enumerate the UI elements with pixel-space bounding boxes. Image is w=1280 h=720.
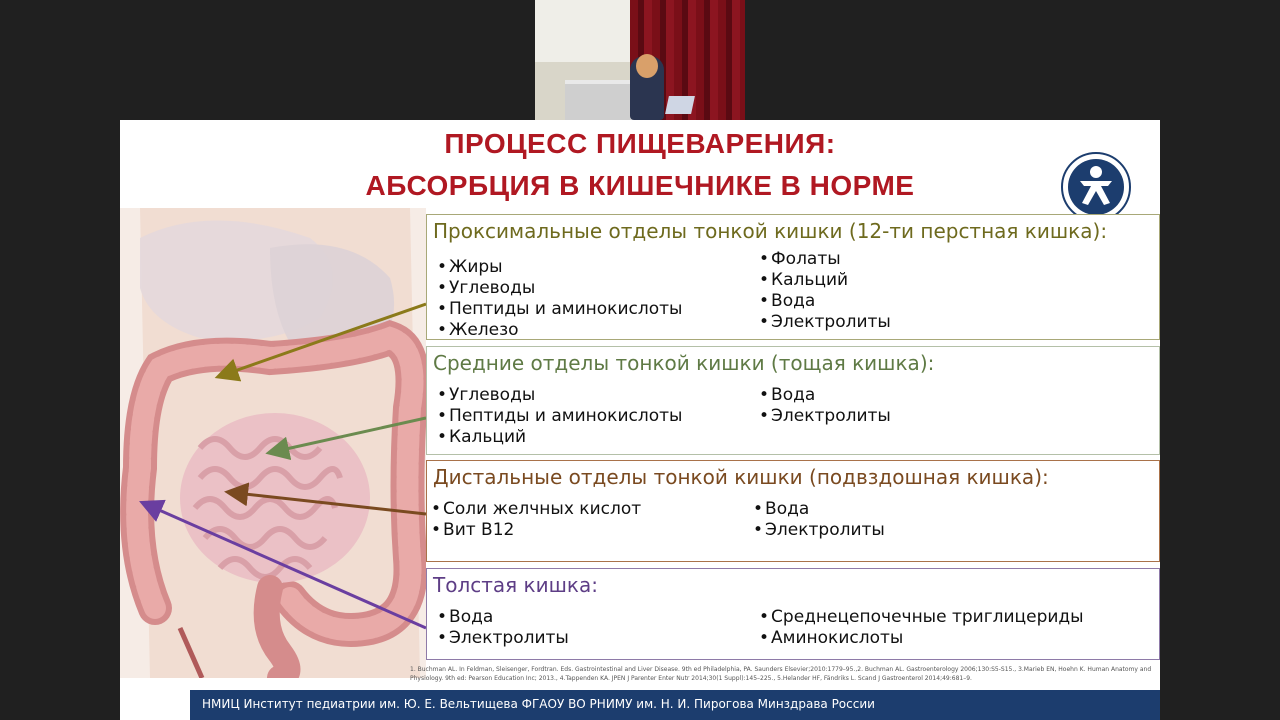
- presenter-head: [636, 54, 658, 78]
- list-item: • Среднецепочечные триглицериды: [759, 607, 1084, 628]
- absorbed-list-left: [437, 385, 682, 448]
- presenter-video[interactable]: [535, 0, 745, 120]
- list-item: • Кальций: [759, 270, 891, 291]
- list-item: • Электролиты: [759, 312, 891, 333]
- list-item: • Соли желчных кислот: [431, 499, 641, 520]
- list-item: • Железо: [437, 320, 682, 341]
- list-item: • Электролиты: [753, 520, 885, 541]
- list-item: • Углеводы: [437, 278, 682, 299]
- absorbed-list-right: [753, 499, 885, 541]
- list-item: • Жиры: [437, 257, 682, 278]
- absorbed-list-left: [437, 607, 569, 649]
- section-jejunum: [426, 346, 1160, 455]
- list-item: • Вит В12: [431, 520, 641, 541]
- presentation-slide: [120, 120, 1160, 720]
- slide-title-line2: АБСОРБЦИЯ В КИШЕЧНИКЕ В НОРМЕ: [365, 170, 915, 201]
- section-heading: Проксимальные отделы тонкой кишки (12-ти перстная кишка):: [433, 219, 1108, 243]
- list-item: • Вода: [753, 499, 885, 520]
- section-heading: Дистальные отделы тонкой кишки (подвздошная кишка):: [433, 465, 1049, 489]
- section-duodenum: [426, 214, 1160, 340]
- references-text: 1. Buchman AL. In Feldman, Sleisenger, Fordtran. Eds. Gastrointestinal and Liver Disease. 9th ed Philadelphia, PA. Saunders Elsevier;2010:1779–95.,2. Buchman AL. Gastroenterology 2006;130:S5-S15., 3.Marieb EN, Hoehn K. Human Anatomy and Physiology. 9th ed: Pearson Education Inc; 2013., 4.Tappenden KA. JPEN J Parenter Enter Nutr 2014;30(1 Suppl):145–225., 5.Helander HF, Fändriks L. Scand J Gastroenterol 2014;49:681–9.: [410, 666, 1152, 682]
- absorbed-list-left: [437, 257, 682, 341]
- section-colon: [426, 568, 1160, 660]
- list-item: • Электролиты: [759, 406, 891, 427]
- presenter-laptop: [665, 96, 695, 114]
- list-item: • Электролиты: [437, 628, 569, 649]
- absorbed-list-right: [759, 249, 891, 333]
- list-item: • Аминокислоты: [759, 628, 1084, 649]
- slide-title-line1: ПРОЦЕСС ПИЩЕВАРЕНИЯ:: [444, 128, 836, 159]
- absorbed-list-right: [759, 607, 1084, 649]
- list-item: • Углеводы: [437, 385, 682, 406]
- list-item: • Пептиды и аминокислоты: [437, 299, 682, 320]
- list-item: • Вода: [437, 607, 569, 628]
- institute-logo-icon: [1060, 151, 1132, 223]
- list-item: • Вода: [759, 385, 891, 406]
- section-heading: Толстая кишка:: [433, 573, 598, 597]
- absorbed-list-right: [759, 385, 891, 427]
- section-heading: Средние отделы тонкой кишки (тощая кишка):: [433, 351, 935, 375]
- list-item: • Вода: [759, 291, 891, 312]
- intestine-illustration: [120, 208, 426, 678]
- section-ileum: [426, 460, 1160, 562]
- list-item: • Кальций: [437, 427, 682, 448]
- video-podium: [565, 80, 635, 120]
- list-item: • Пептиды и аминокислоты: [437, 406, 682, 427]
- footer-text: НМИЦ Институт педиатрии им. Ю. Е. Вельтищева ФГАОУ ВО РНИМУ им. Н. И. Пирогова Минздрава России: [202, 697, 875, 711]
- absorbed-list-left: [431, 499, 641, 541]
- slide-footer: [190, 690, 1160, 720]
- list-item: • Фолаты: [759, 249, 891, 270]
